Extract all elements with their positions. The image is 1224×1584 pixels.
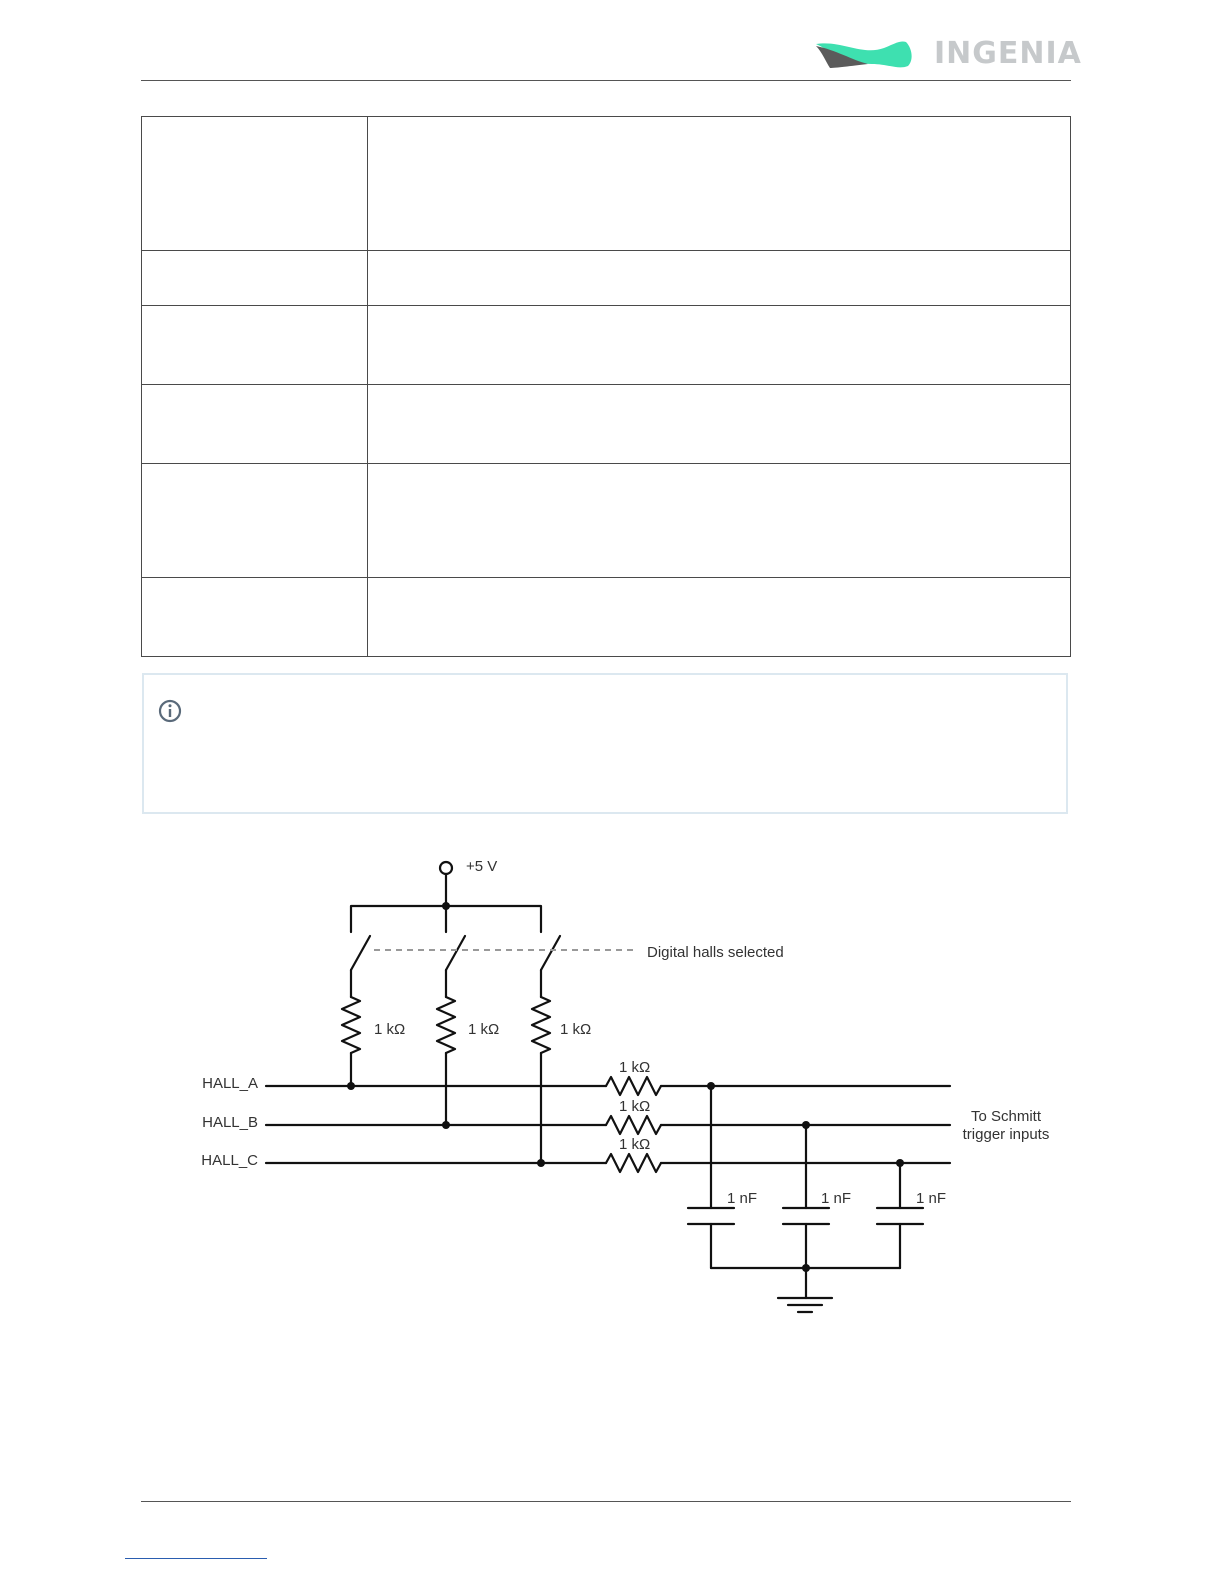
table-cell xyxy=(142,251,368,306)
series-resistor-b xyxy=(606,1116,661,1134)
pullup-label-c: 1 kΩ xyxy=(560,1021,592,1038)
table-cell xyxy=(368,117,1071,251)
table-row xyxy=(142,385,1071,464)
info-panel xyxy=(142,673,1068,814)
input-label-a: HALL_A xyxy=(202,1075,258,1092)
table-cell xyxy=(368,306,1071,385)
cap-label-a: 1 nF xyxy=(727,1190,758,1207)
table-cell xyxy=(368,251,1071,306)
input-label-b: HALL_B xyxy=(202,1114,258,1131)
table-row xyxy=(142,464,1071,578)
table-row xyxy=(142,117,1071,251)
header-divider xyxy=(141,80,1071,81)
series-label-c: 1 kΩ xyxy=(619,1136,651,1153)
series-label-b: 1 kΩ xyxy=(619,1098,651,1115)
switch-a xyxy=(351,936,370,970)
table-row xyxy=(142,251,1071,306)
table-row xyxy=(142,306,1071,385)
footer-link-underline[interactable] xyxy=(125,1558,267,1559)
supply-label: +5 V xyxy=(466,858,498,875)
switch-c xyxy=(541,936,560,970)
spec-table xyxy=(141,116,1071,657)
output-label-line2: trigger inputs xyxy=(962,1126,1050,1143)
footer-divider xyxy=(141,1501,1071,1502)
pullup-label-a: 1 kΩ xyxy=(374,1021,406,1038)
hall-input-schematic xyxy=(0,830,1224,1330)
series-label-a: 1 kΩ xyxy=(619,1059,651,1076)
ingenia-logo xyxy=(812,34,1082,74)
table-cell xyxy=(142,306,368,385)
switch-b xyxy=(446,936,465,970)
table-cell xyxy=(142,117,368,251)
input-label-c: HALL_C xyxy=(201,1152,258,1169)
pullup-resistor-c xyxy=(532,997,550,1053)
pullup-resistor-b xyxy=(437,997,455,1053)
logo-wordmark: INGENIA xyxy=(934,36,1082,71)
cap-label-c: 1 nF xyxy=(916,1190,947,1207)
table-cell xyxy=(368,464,1071,578)
table-cell xyxy=(368,578,1071,657)
series-resistor-a xyxy=(606,1077,661,1095)
logo-wave-icon xyxy=(812,34,922,74)
table-cell xyxy=(142,464,368,578)
series-resistor-c xyxy=(606,1154,661,1172)
info-icon xyxy=(157,698,183,724)
table-cell xyxy=(142,385,368,464)
table-cell xyxy=(368,385,1071,464)
table-cell xyxy=(142,578,368,657)
output-label-line1: To Schmitt xyxy=(970,1108,1042,1125)
switch-label: Digital halls selected xyxy=(647,944,784,961)
supply-terminal xyxy=(440,862,452,874)
pullup-resistor-a xyxy=(342,997,360,1053)
pullup-label-b: 1 kΩ xyxy=(468,1021,500,1038)
cap-label-b: 1 nF xyxy=(821,1190,852,1207)
table-row xyxy=(142,578,1071,657)
